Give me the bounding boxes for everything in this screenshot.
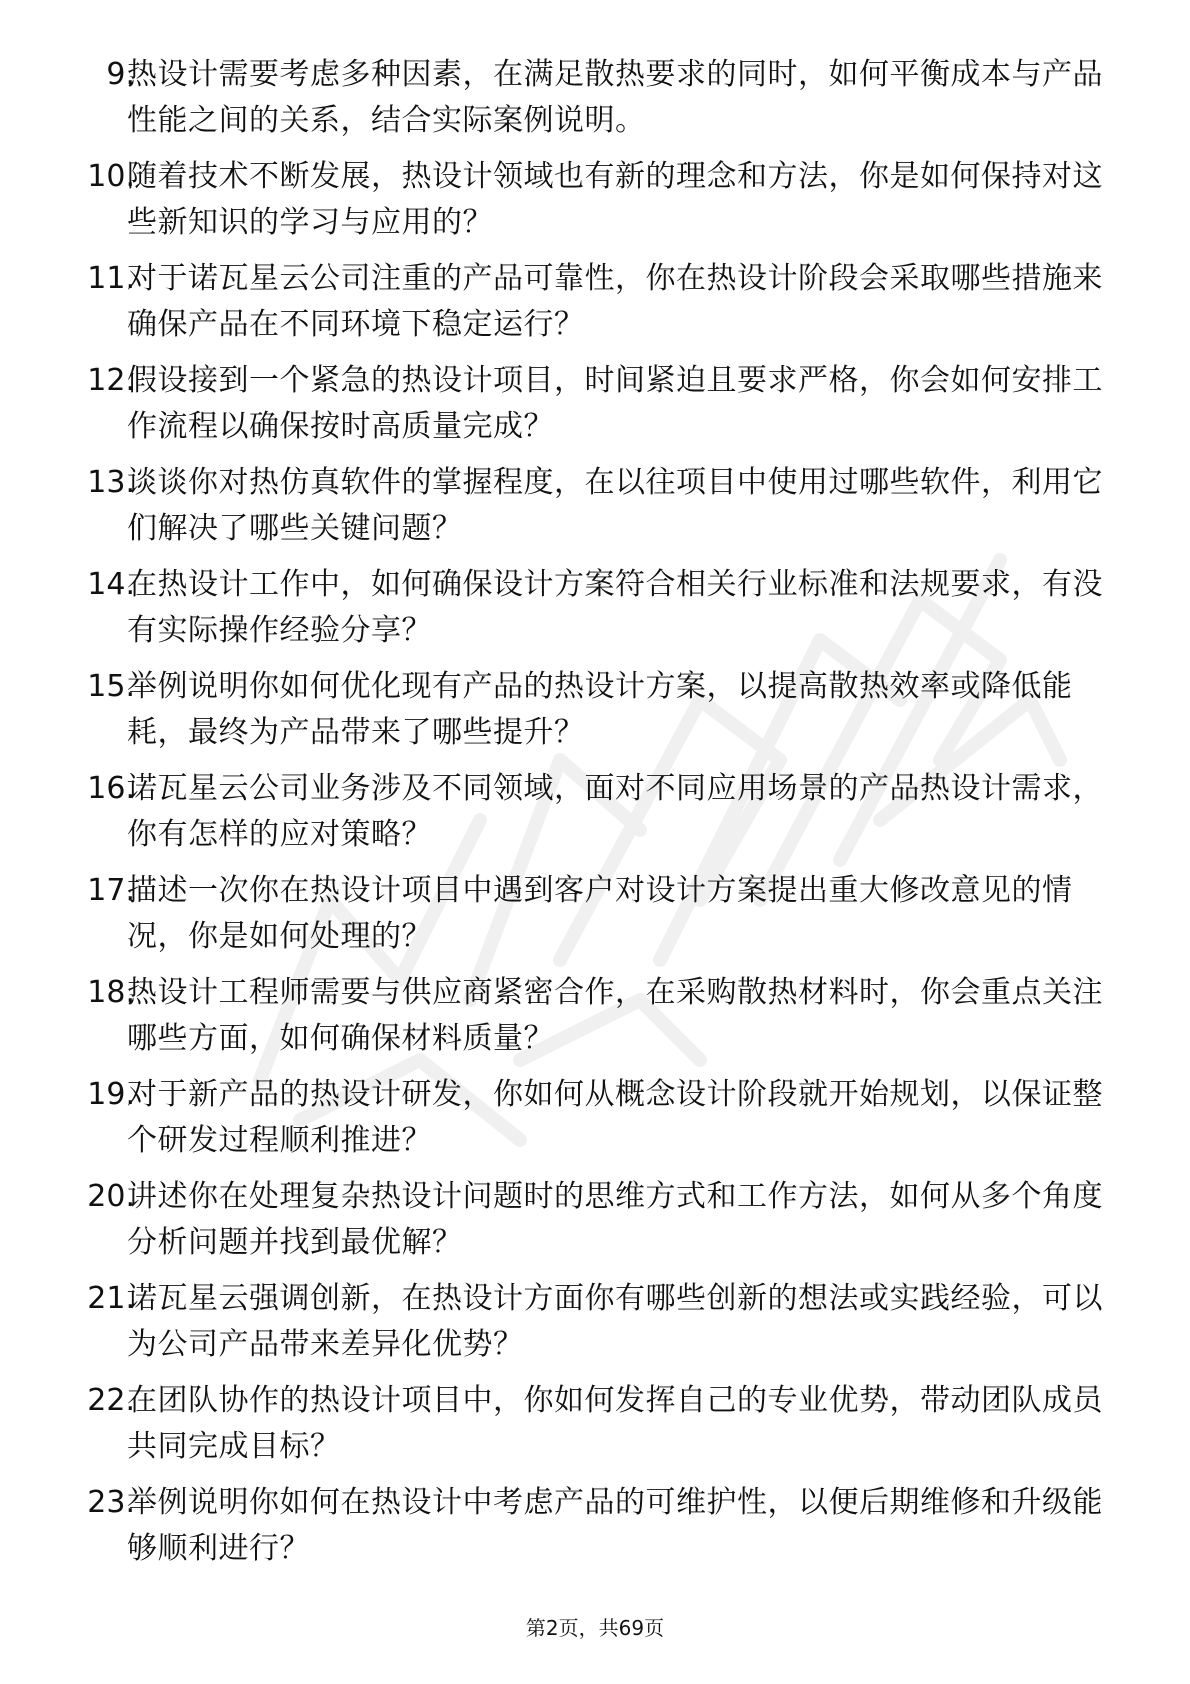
question-text: 假设接到一个紧急的热设计项目，时间紧迫且要求严格，你会如何安排工作流程以确保按时高质量完成？ [127,363,1103,444]
page-number: 第2页，共69页 [525,1616,665,1640]
list-item [0,766,1190,868]
list-item [0,970,1190,1072]
question-text: 谈谈你对热仿真软件的掌握程度，在以往项目中使用过哪些软件，利用它们解决了哪些关键问题？ [127,465,1103,546]
question-number: 10. [87,159,135,194]
question-text: 诺瓦星云强调创新，在热设计方面你有哪些创新的想法或实践经验，可以为公司产品带来差异化优势？ [127,1281,1103,1362]
list-item [0,1276,1190,1378]
list-item [0,358,1190,460]
list-item [0,256,1190,358]
question-text: 热设计工程师需要与供应商紧密合作，在采购散热材料时，你会重点关注哪些方面，如何确保材料质量？ [127,975,1103,1056]
question-number: 12. [87,363,135,398]
question-text: 举例说明你如何在热设计中考虑产品的可维护性，以便后期维修和升级能够顺利进行？ [127,1485,1103,1566]
question-text: 对于诺瓦星云公司注重的产品可靠性，你在热设计阶段会采取哪些措施来确保产品在不同环境下稳定运行？ [127,261,1103,342]
question-text: 在热设计工作中，如何确保设计方案符合相关行业标准和法规要求，有没有实际操作经验分享？ [127,567,1103,648]
question-number: 13. [87,465,135,500]
question-text: 在团队协作的热设计项目中，你如何发挥自己的专业优势，带动团队成员共同完成目标？ [127,1383,1103,1464]
question-text: 诺瓦星云公司业务涉及不同领域，面对不同应用场景的产品热设计需求，你有怎样的应对策略？ [127,771,1103,852]
page-footer [0,1614,1190,1642]
list-item [0,52,1190,154]
question-text: 随着技术不断发展，热设计领域也有新的理念和方法，你是如何保持对这些新知识的学习与应用的？ [127,159,1103,240]
list-item [0,1072,1190,1174]
question-number: 18. [87,975,135,1010]
question-number: 9. [106,57,135,92]
list-item [0,664,1190,766]
question-text: 举例说明你如何优化现有产品的热设计方案，以提高散热效率或降低能耗，最终为产品带来了哪些提升？ [127,669,1073,750]
question-number: 15. [87,669,135,704]
question-number: 19. [87,1077,135,1112]
question-text: 描述一次你在热设计项目中遇到客户对设计方案提出重大修改意见的情况，你是如何处理的？ [127,873,1073,954]
list-item [0,868,1190,970]
list-item [0,460,1190,562]
question-text: 对于新产品的热设计研发，你如何从概念设计阶段就开始规划，以保证整个研发过程顺利推进？ [127,1077,1103,1158]
question-list [0,52,1190,1582]
question-number: 17. [87,873,135,908]
question-number: 16. [87,771,135,806]
list-item [0,1174,1190,1276]
question-number: 22. [87,1383,135,1418]
question-text: 讲述你在处理复杂热设计问题时的思维方式和工作方法，如何从多个角度分析问题并找到最优解？ [127,1179,1103,1260]
question-number: 14. [87,567,135,602]
question-number: 21. [87,1281,135,1316]
list-item [0,562,1190,664]
question-number: 23. [87,1485,135,1520]
list-item [0,1378,1190,1480]
list-item [0,1480,1190,1582]
question-text: 热设计需要考虑多种因素，在满足散热要求的同时，如何平衡成本与产品性能之间的关系，结合实际案例说明。 [127,57,1103,138]
list-item [0,154,1190,256]
question-number: 20. [87,1179,135,1214]
question-number: 11. [87,261,135,296]
